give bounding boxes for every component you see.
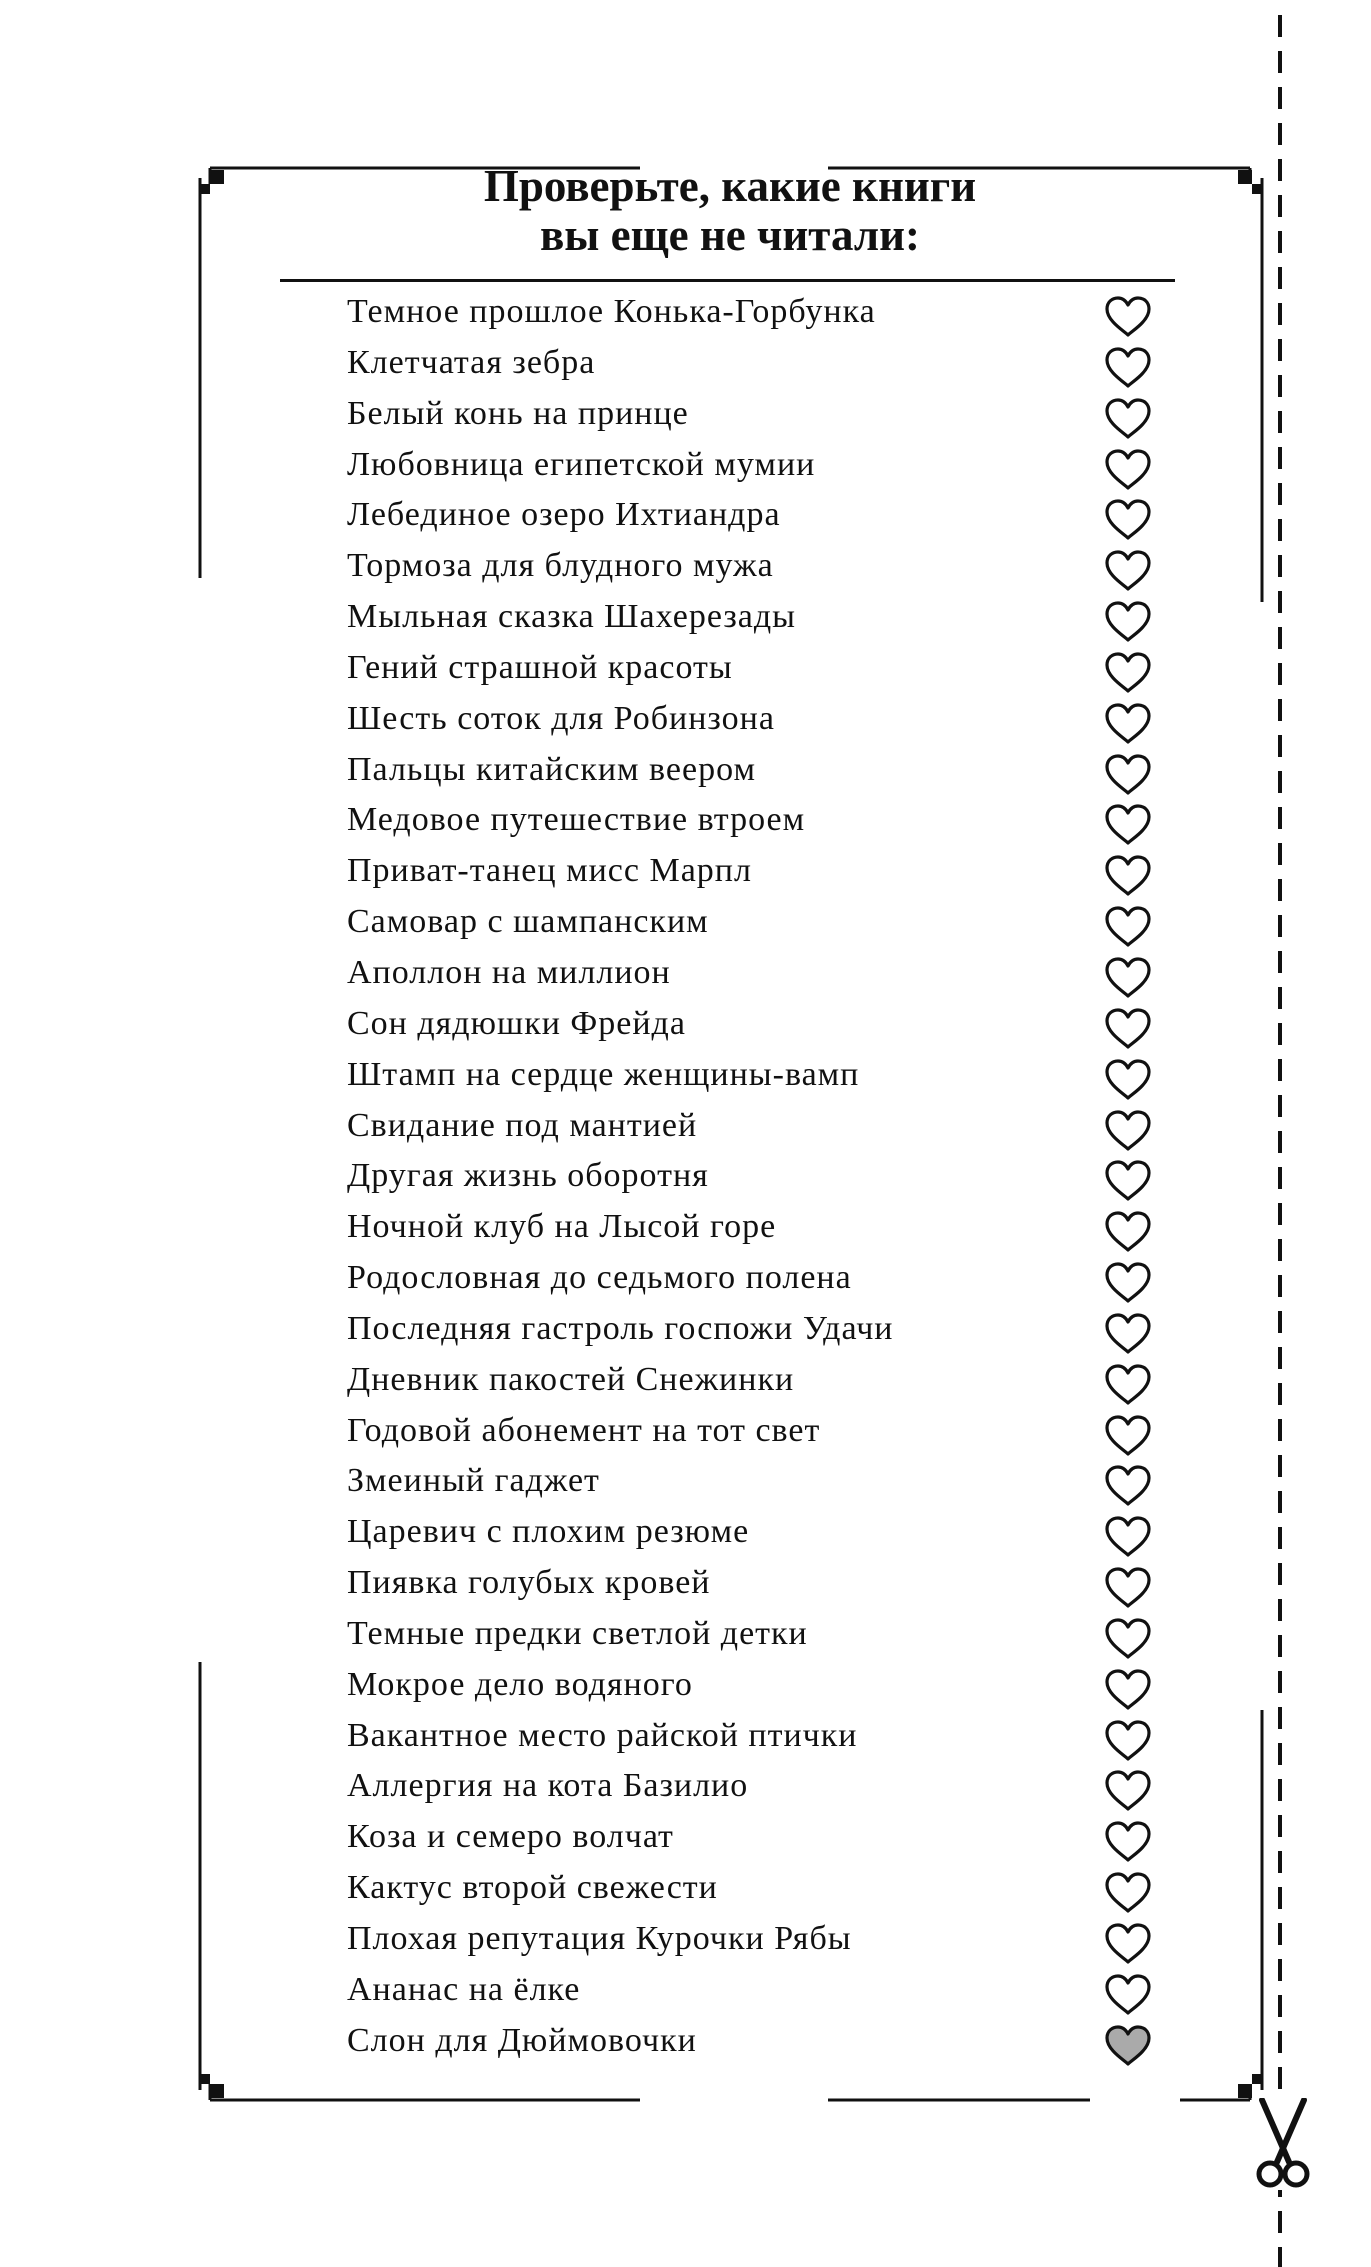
book-row	[345, 290, 1175, 341]
heart-icon[interactable]	[1103, 955, 1153, 999]
heart-icon[interactable]	[1103, 1768, 1153, 1812]
book-title: Сон дядюшки Фрейда	[347, 1004, 686, 1042]
heart-icon[interactable]	[1103, 752, 1153, 796]
book-row	[345, 1358, 1175, 1409]
book-row	[345, 1510, 1175, 1561]
heart-icon[interactable]	[1103, 1158, 1153, 1202]
book-title: Тормоза для блудного мужа	[347, 547, 774, 585]
heart-icon[interactable]	[1103, 853, 1153, 897]
book-title: Шесть соток для Робинзона	[347, 699, 775, 737]
book-title: Медовое путешествие втроем	[347, 801, 806, 839]
book-row	[345, 1612, 1175, 1663]
heart-icon[interactable]	[1103, 802, 1153, 846]
book-title: Слон для Дюймовочки	[347, 2021, 697, 2059]
heart-icon[interactable]	[1103, 1311, 1153, 1355]
book-row	[345, 1815, 1175, 1866]
heart-icon[interactable]	[1103, 1413, 1153, 1457]
book-title: Приват-танец мисс Марпл	[347, 852, 752, 890]
heart-icon[interactable]	[1103, 1463, 1153, 1507]
book-row	[345, 1002, 1175, 1053]
book-row	[345, 798, 1175, 849]
book-list	[345, 290, 1175, 2070]
book-row	[345, 1764, 1175, 1815]
book-row	[345, 1917, 1175, 1968]
corner-top-left	[200, 168, 224, 194]
book-title: Вакантное место райской птички	[347, 1716, 858, 1754]
book-title: Родословная до седьмого полена	[347, 1259, 852, 1297]
heart-icon[interactable]	[1103, 1616, 1153, 1660]
heart-icon[interactable]	[1103, 548, 1153, 592]
book-title: Клетчатая зебра	[347, 343, 596, 381]
book-row	[345, 951, 1175, 1002]
heart-icon[interactable]	[1103, 1362, 1153, 1406]
heart-icon[interactable]	[1103, 2023, 1153, 2067]
heart-icon[interactable]	[1103, 1972, 1153, 2016]
book-title: Любовница египетской мумии	[347, 445, 816, 483]
heart-icon[interactable]	[1103, 1870, 1153, 1914]
heart-icon[interactable]	[1103, 599, 1153, 643]
book-title: Кактус второй свежести	[347, 1869, 718, 1907]
book-title: Темные предки светлой детки	[347, 1614, 808, 1652]
title-divider	[280, 279, 1175, 282]
heart-icon[interactable]	[1103, 1514, 1153, 1558]
book-row	[345, 1968, 1175, 2019]
book-title: Ананас на ёлке	[347, 1970, 581, 2008]
title-line-2: вы еще не читали:	[539, 210, 921, 260]
heart-icon[interactable]	[1103, 1057, 1153, 1101]
book-title: Самовар с шампанским	[347, 903, 709, 941]
book-title: Свидание под мантией	[347, 1106, 698, 1144]
heart-icon[interactable]	[1103, 1209, 1153, 1253]
page-title	[280, 162, 1180, 260]
book-title: Гений страшной красоты	[347, 648, 733, 686]
book-title: Мокрое дело водяного	[347, 1665, 693, 1703]
corner-bottom-left	[200, 2074, 224, 2100]
book-row	[345, 1104, 1175, 1155]
book-row	[345, 1866, 1175, 1917]
title-line-1: Проверьте, какие книги	[483, 161, 977, 211]
book-title: Лебединое озеро Ихтиандра	[347, 496, 781, 534]
book-row	[345, 341, 1175, 392]
book-row	[345, 646, 1175, 697]
book-title: Последняя гастроль госпожи Удачи	[347, 1309, 894, 1347]
book-row	[345, 697, 1175, 748]
heart-icon[interactable]	[1103, 1718, 1153, 1762]
book-row	[345, 1053, 1175, 1104]
scissors-icon	[1250, 2098, 1316, 2190]
book-title: Коза и семеро волчат	[347, 1818, 674, 1856]
heart-icon[interactable]	[1103, 1260, 1153, 1304]
book-title: Дневник пакостей Снежинки	[347, 1360, 795, 1398]
book-row	[345, 1561, 1175, 1612]
book-row	[345, 544, 1175, 595]
book-title: Пиявка голубых кровей	[347, 1564, 711, 1602]
heart-icon[interactable]	[1103, 1565, 1153, 1609]
heart-icon[interactable]	[1103, 1819, 1153, 1863]
book-row	[345, 392, 1175, 443]
book-row	[345, 493, 1175, 544]
heart-icon[interactable]	[1103, 904, 1153, 948]
book-row	[345, 748, 1175, 799]
book-title: Пальцы китайским веером	[347, 750, 756, 788]
book-title: Ночной клуб на Лысой горе	[347, 1208, 777, 1246]
book-title: Годовой абонемент на тот свет	[347, 1411, 821, 1449]
book-title: Штамп на сердце женщины-вамп	[347, 1055, 860, 1093]
heart-icon[interactable]	[1103, 650, 1153, 694]
book-title: Темное прошлое Конька-Горбунка	[347, 293, 876, 330]
heart-icon[interactable]	[1103, 396, 1153, 440]
heart-icon[interactable]	[1103, 1006, 1153, 1050]
corner-bottom-right	[1238, 2074, 1262, 2100]
heart-icon[interactable]	[1103, 345, 1153, 389]
book-row	[345, 1307, 1175, 1358]
corner-top-right	[1238, 168, 1262, 194]
book-row	[345, 443, 1175, 494]
book-row	[345, 595, 1175, 646]
heart-icon[interactable]	[1103, 497, 1153, 541]
book-row	[345, 1205, 1175, 1256]
heart-icon[interactable]	[1103, 1108, 1153, 1152]
heart-icon[interactable]	[1103, 447, 1153, 491]
book-row	[345, 1459, 1175, 1510]
book-row	[345, 900, 1175, 951]
book-row	[345, 1714, 1175, 1765]
heart-icon[interactable]	[1103, 1921, 1153, 1965]
book-row	[345, 1256, 1175, 1307]
heart-icon[interactable]	[1103, 701, 1153, 745]
book-row	[345, 1663, 1175, 1714]
book-title: Аллергия на кота Базилио	[347, 1767, 749, 1805]
book-row	[345, 849, 1175, 900]
book-row	[345, 1154, 1175, 1205]
book-title: Другая жизнь оборотня	[347, 1157, 709, 1195]
book-row	[345, 2019, 1175, 2070]
book-title: Мыльная сказка Шахерезады	[347, 598, 796, 636]
book-title: Плохая репутация Курочки Рябы	[347, 1920, 852, 1957]
heart-icon[interactable]	[1103, 294, 1153, 338]
book-title: Аполлон на миллион	[347, 953, 671, 991]
book-row	[345, 1409, 1175, 1460]
book-title: Змеиный гаджет	[347, 1462, 600, 1500]
book-title: Белый конь на принце	[347, 394, 689, 432]
heart-icon[interactable]	[1103, 1667, 1153, 1711]
book-title: Царевич с плохим резюме	[347, 1513, 750, 1551]
